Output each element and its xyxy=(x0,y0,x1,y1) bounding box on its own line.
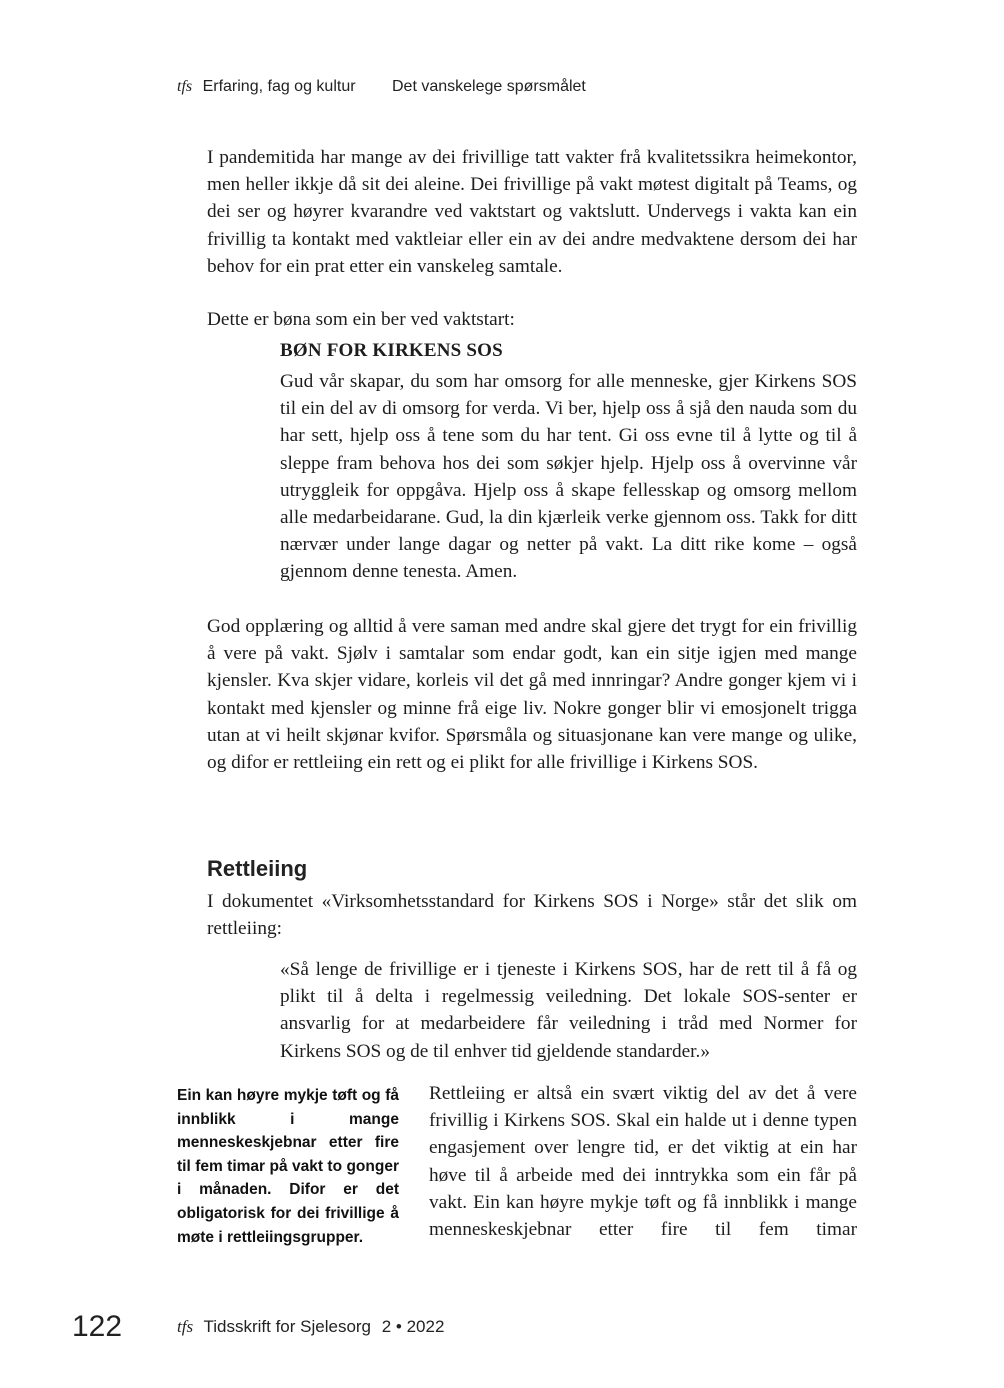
prayer-title: BØN FOR KIRKENS SOS xyxy=(280,340,503,361)
journal-abbreviation: tfs xyxy=(177,78,193,95)
running-footer xyxy=(177,1317,444,1337)
paragraph-supervision: Rettleiing er altså ein svært viktig del av det å vere frivillig i Kirkens SOS. Skal ein halde ut i denne typen engasjement over lengre tid, er det viktig at ein har høve til å arbeide med dei inntrykka som ein får på vakt. Ein kan høyre mykje tøft og få innblikk i mange menneskeskjebnar etter fire til fem timar xyxy=(429,1083,857,1241)
paragraph-prayer-intro: Dette er bøna som ein ber ved vaktstart: xyxy=(207,309,515,330)
journal-section: Erfaring, fag og kultur xyxy=(202,78,356,95)
article-title: Det vanskelege spørsmålet xyxy=(392,78,586,95)
footer-issue: 2 • 2022 xyxy=(381,1317,445,1336)
page-number: 122 xyxy=(72,1310,123,1343)
section-heading: Rettleiing xyxy=(207,856,308,881)
footer-journal-name: Tidsskrift for Sjelesorg xyxy=(203,1317,372,1336)
footer-journal-abbreviation: tfs xyxy=(177,1317,194,1336)
paragraph-pandemic: I pandemitida har mange av dei frivillige tatt vakter frå kvalitetssikra heimekontor, men heller ikkje då sit dei aleine. Dei frivillige på vakt møtest digitalt på Teams, og dei ser og høyrer kvarandre ved vaktstart og vaktslutt. Undervegs i vakta kan ein frivillig ta kontakt med vaktleiar eller ein av dei andre medvaktene dersom dei har behov for ein prat etter ein vanskeleg samtale. xyxy=(207,147,857,277)
paragraph-document-intro: I dokumentet «Virksomhetsstandard for Kirkens SOS i Norge» står det slik om rettleiing: xyxy=(207,891,857,940)
pull-quote: Ein kan høyre mykje tøft og få innblikk i mange menneskeskjebnar etter fire til fem timar på vakt to gonger i månaden. Difor er det obligatorisk for dei frivillige å møte i rettleiingsgrupper. xyxy=(177,1087,399,1246)
prayer-text: Gud vår skapar, du som har omsorg for alle menneske, gjer Kirkens SOS til ein del av di omsorg for verda. Vi ber, hjelp oss å sjå den nauda som du har sett, hjelp oss å tene som du har tent. Gi oss evne til å lytte og til å sleppe fram behova hos dei som søkjer hjelp. Hjelp oss å overvinne vår utryggleik for oppgåva. Hjelp oss å skape fellesskap og omsorg mellom alle medarbeidarane. Gud, la din kjærleik verke gjennom oss. Takk for ditt nærvær under lange dagar og netter på vakt. La ditt rike kome – også gjennom denne tenesta. Amen. xyxy=(280,371,857,583)
running-header xyxy=(177,78,586,96)
block-quote: «Så lenge de frivillige er i tjeneste i Kirkens SOS, har de rett til å få og plikt til å delta i regelmessig veiledning. Det lokale SOS-senter er ansvarlig for at medarbeidere får veiledning i tråd med Normer for Kirkens SOS og de til enhver tid gjeldende standarder.» xyxy=(280,959,857,1062)
paragraph-training: God opplæring og alltid å vere saman med andre skal gjere det trygt for ein frivillig å vere på vakt. Sjølv i samtalar som endar godt, kan ein sitje igjen med mange kjensler. Kva skjer vidare, korleis vil det gå med innringar? Andre gonger kjem vi i kontakt med kjensler og minne frå eige liv. Nokre gonger blir vi emosjonelt trigga utan at vi heilt skjønar kvifor. Spørsmåla og situasjonane kan vere mange og ulike, og difor er rettleiing ein rett og ei plikt for alle frivillige i Kirkens SOS. xyxy=(207,616,857,774)
